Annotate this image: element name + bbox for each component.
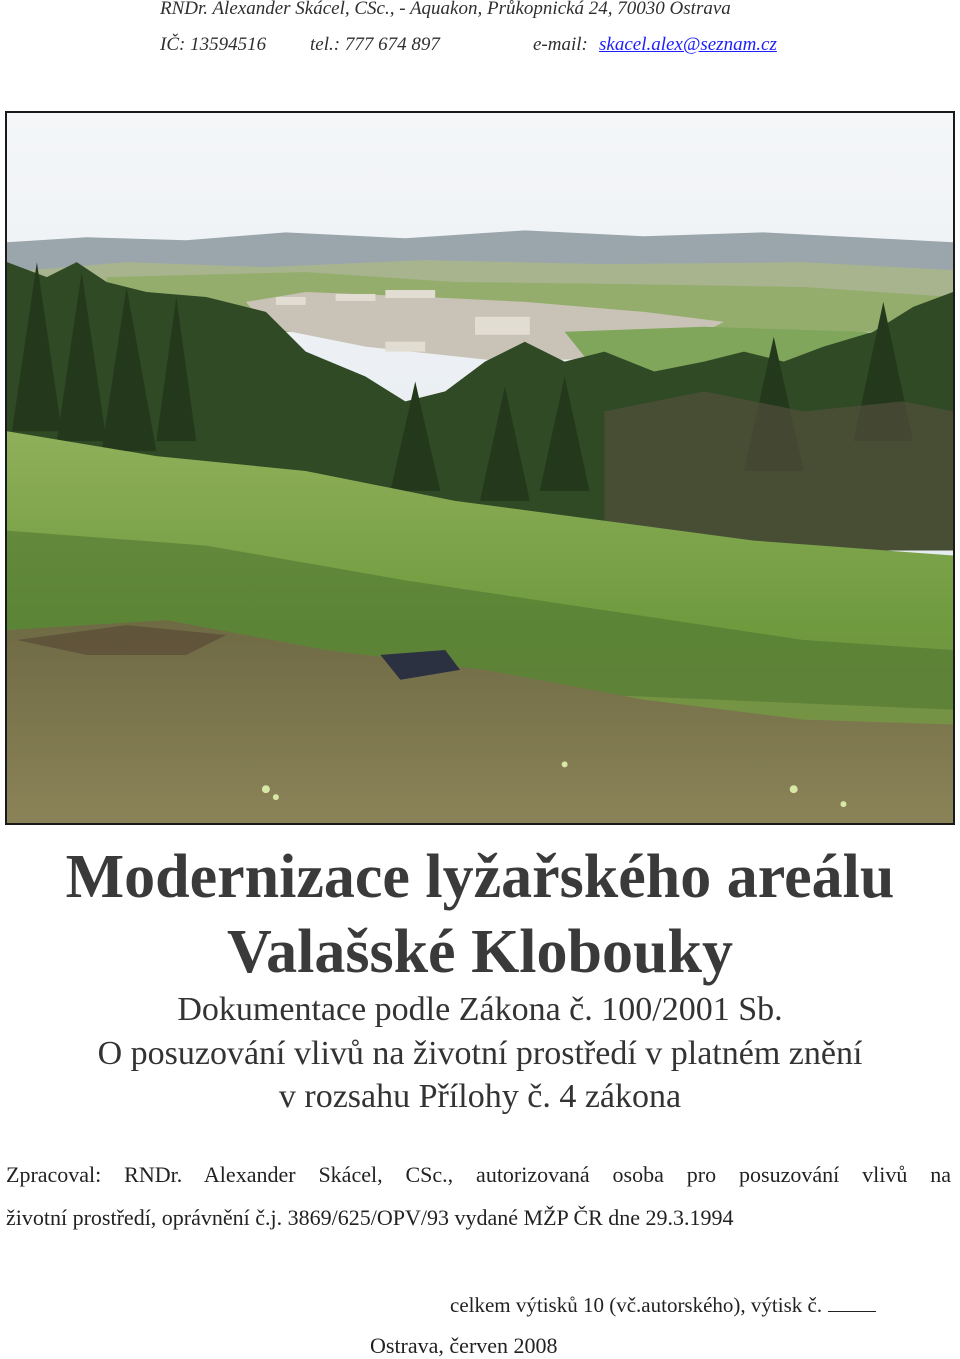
header-email-label: e-mail:: [533, 34, 588, 55]
author-line1: Zpracoval: RNDr. Alexander Skácel, CSc., autorizovaná osoba pro posuzování vlivů na: [6, 1162, 951, 1187]
copies-note: [450, 1293, 876, 1318]
author-line2: životní prostředí, oprávnění č.j. 3869/625/OPV/93 vydané MŽP ČR dne 29.3.1994: [6, 1205, 734, 1230]
header-email-link[interactable]: skacel.alex@seznam.cz: [599, 34, 777, 55]
header-ic: IČ: 13594516: [160, 34, 267, 55]
document-title-line2: Valašské Klobouky: [227, 918, 733, 986]
copy-number-blank: [828, 1295, 876, 1312]
copies-text: celkem výtisků 10 (vč.autorského), výtisk č.: [450, 1293, 823, 1317]
place-date: Ostrava, červen 2008: [370, 1333, 558, 1358]
cover-photo: [5, 111, 955, 825]
header-address: RNDr. Alexander Skácel, CSc., - Aquakon, Průkopnická 24, 70030 Ostrava: [160, 0, 731, 19]
document-title-line1: Modernizace lyžařského areálu: [65, 843, 895, 911]
header-phone: tel.: 777 674 897: [310, 34, 440, 55]
landscape-photo: [7, 113, 953, 823]
subtitle-line3: v rozsahu Přílohy č. 4 zákona: [278, 1078, 682, 1115]
subtitle-line1: Dokumentace podle Zákona č. 100/2001 Sb.: [177, 991, 783, 1028]
subtitle-line2: O posuzování vlivů na životní prostředí v platném znění: [97, 1035, 863, 1072]
